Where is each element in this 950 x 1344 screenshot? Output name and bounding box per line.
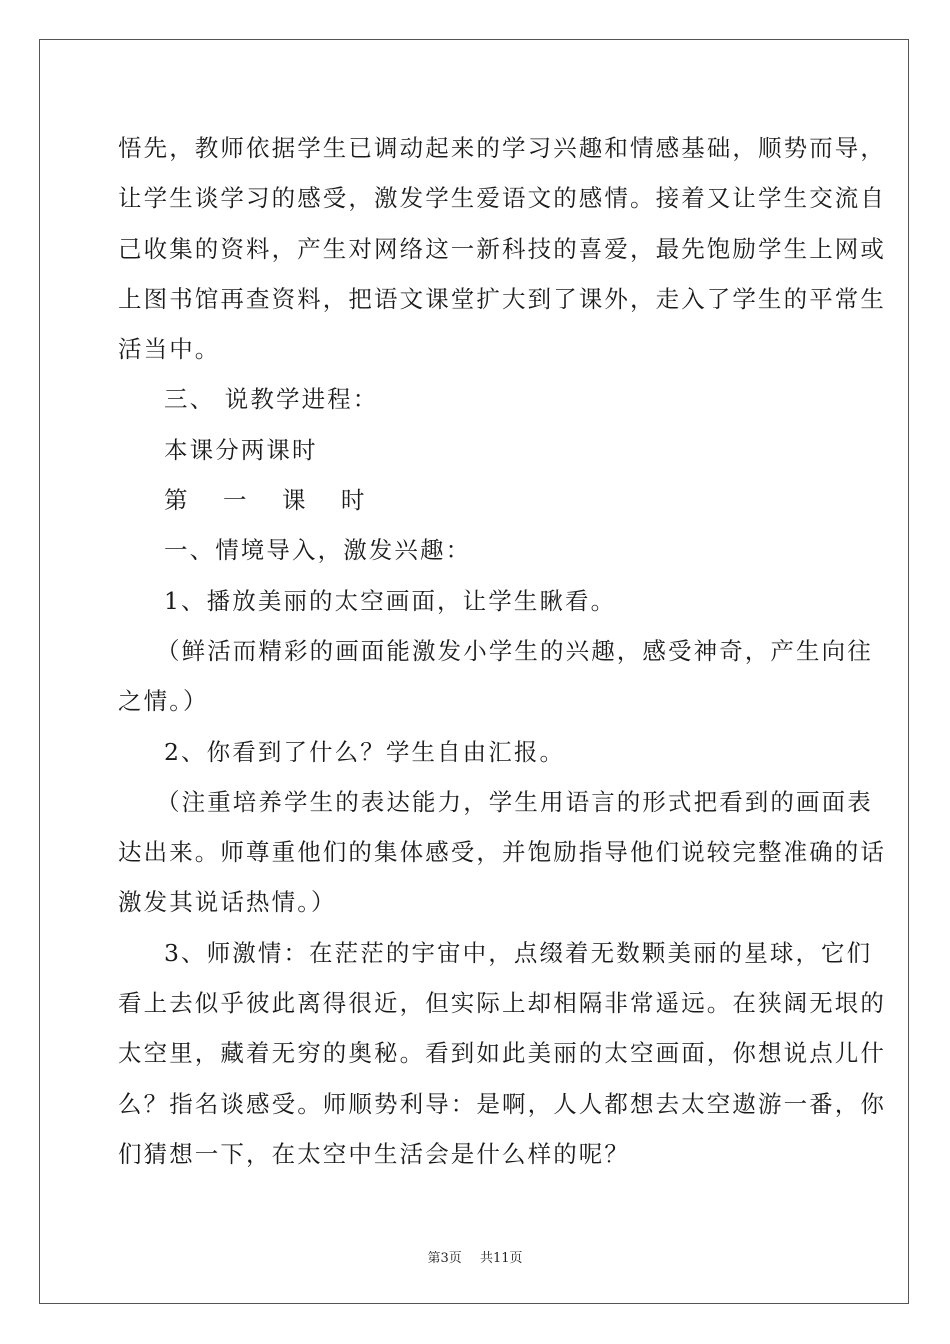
text-line: 激发其说话热情。）: [118, 888, 337, 917]
text-line: 太空里，藏着无穷的奥秘。看到如此美丽的太空画面，你想说点儿什: [118, 1039, 886, 1068]
text-line: 3、师激情：在茫茫的宇宙中，点缀着无数颗美丽的星球，它们: [164, 938, 873, 967]
text-line: 么？指名谈感受。师顺势利导：是啊，人人都想去太空遨游一番，你: [118, 1089, 886, 1118]
page-footer: [0, 1247, 950, 1266]
text-line: 上图书馆再查资料，把语文课堂扩大到了课外，走入了学生的平常生: [118, 284, 886, 313]
text-line: 看上去似乎彼此离得很近，但实际上却相隔非常遥远。在狭阔无垠的: [118, 989, 886, 1018]
page-number: 第3页: [427, 1251, 462, 1266]
section-heading: 三、 说教学进程：: [164, 385, 379, 414]
text-line: 之情。）: [118, 687, 209, 716]
text-line: （鲜活而精彩的画面能激发小学生的兴趣，感受神奇，产生向往: [156, 636, 873, 665]
subsection-heading: 一、情境导入，激发兴趣：: [164, 536, 472, 565]
text-line: （注重培养学生的表达能力，学生用语言的形式把看到的画面表: [156, 787, 873, 816]
text-line: 让学生谈学习的感受，激发学生爱语文的感情。接着又让学生交流自: [118, 184, 886, 213]
text-line: 1、播放美丽的太空画面，让学生瞅看。: [164, 586, 617, 615]
text-line: 们猜想一下，在太空中生活会是什么样的呢？: [118, 1139, 630, 1168]
page-total: 共11页: [479, 1251, 523, 1266]
text-line: 达出来。师尊重他们的集体感受，并饱励指导他们说较完整准确的话: [118, 838, 886, 867]
document-body: [118, 123, 886, 1179]
text-line: 悟先，教师依据学生已调动起来的学习兴趣和情感基础，顺势而导，: [118, 134, 886, 162]
lesson-heading: 第 一 课 时: [164, 486, 379, 515]
text-line: 己收集的资料，产生对网络这一新科技的喜爱，最先饱励学生上网或: [118, 234, 886, 263]
text-line: 2、你看到了什么？学生自由汇报。: [164, 737, 566, 766]
text-line: 活当中。: [118, 335, 221, 364]
text-line: 本课分两课时: [164, 435, 318, 464]
